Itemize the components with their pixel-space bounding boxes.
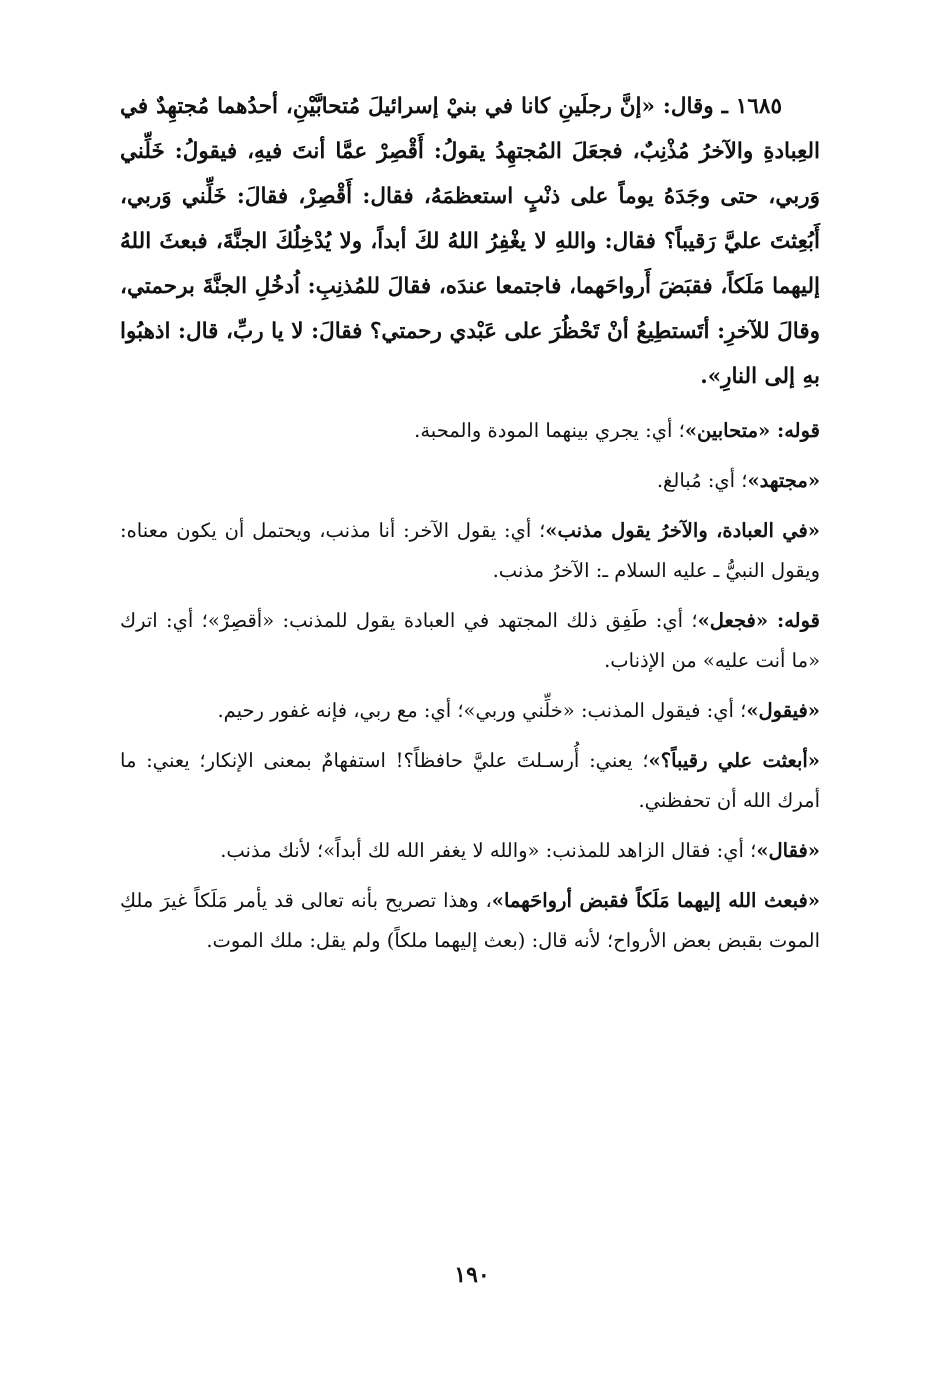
note-quote: قوله: «متحابين»: [684, 419, 820, 442]
note-quote: «فيقول»: [746, 699, 820, 722]
note-quote: «أبعثت علي رقيباً؟»: [648, 749, 820, 772]
note-quote: «في العبادة، والآخرُ يقول مذنب»: [545, 519, 820, 542]
note-text: ؛ يعني: أُرسـلتَ عليَّ حافظاً؟! استفهامٌ بمعنى الإنكار؛ يعني: ما أمرك الله أن تحفظني.: [120, 749, 820, 812]
note-6: [120, 741, 820, 821]
commentary: [120, 411, 820, 961]
page-number: ١٩٠: [454, 1262, 490, 1288]
note-text: ؛ أي: يقول الآخر: أنا مذنب، ويحتمل أن يكون معناه: ويقول النبيُّ ـ عليه السلام ـ: الآخرُ مذنب.: [120, 519, 820, 582]
note-8: [120, 881, 820, 961]
note-7: [120, 831, 820, 871]
page-body: [120, 84, 820, 971]
note-3: [120, 511, 820, 591]
note-text: ؛ أي: مُبالغ.: [656, 469, 748, 492]
note-4: [120, 601, 820, 681]
note-quote: «مجتهد»: [747, 469, 820, 492]
note-quote: «فبعث الله إليهما مَلَكاً فقبض أرواحَهما»: [491, 889, 820, 912]
note-text: ؛ أي: فقال الزاهد للمذنب: «والله لا يغفر الله لك أبداً»؛ لأنك مذنب.: [220, 839, 757, 862]
note-text: ؛ أي: يجري بينهما المودة والمحبة.: [414, 419, 685, 442]
note-1: [120, 411, 820, 451]
note-text: ؛ أي: طَفِق ذلك المجتهد في العبادة يقول للمذنب: «أقصِرْ»؛ أي: اترك «ما أنت عليه» من الإذناب.: [120, 609, 820, 672]
note-text: ؛ أي: فيقول المذنب: «خلِّني وربي»؛ أي: مع ربي، فإنه غفور رحيم.: [217, 699, 747, 722]
note-text: ، وهذا تصريح بأنه تعالى قد يأمر مَلَكاً غيرَ ملكِ الموت بقبض بعض الأرواح؛ لأنه قال: (بعث إليهما ملكاً) ولم يقل: ملك الموت.: [120, 889, 820, 952]
note-quote: قوله: «فجعل»: [697, 609, 820, 632]
note-2: [120, 461, 820, 501]
hadith-text: ١٦٨٥ ـ وقال: «إنَّ رجلَينِ كانا في بنيْ إسرائيلَ مُتحابَّيْنِ، أحدُهما مُجتهِدٌ في العِبادةِ والآخرُ مُذْنِبٌ، فجعَلَ المُجتهِدُ يقولُ: أَقْصِرْ عمَّا أنتَ فيهِ، فيقولُ: خَلِّني وَربي، حتى وجَدَهُ يوماً على ذنْبٍ استعظمَهُ، فقال: أَقْصِرْ، فقالَ: خَلِّني وَربي، أَبُعِثتَ عليَّ رَقيباً؟ فقال: واللهِ لا يغْفِرُ اللهُ لكَ أبداً، ولا يُدْخِلُكَ الجنَّةَ، فبعثَ اللهُ إليهما مَلَكاً، فقبَضَ أَرواحَهما، فاجتمعا عندَه، فقالَ للمُذنِبِ: اُدخُلِ الجنَّةَ برحمتي، وقالَ للآخرِ: أتَستطِيعُ أنْ تَحْظُرَ على عَبْدي رحمتي؟ فقالَ: لا يا ربِّ، قال: اذهبُوا بهِ إلى النارِ».: [120, 94, 820, 389]
note-quote: «فقال»: [756, 839, 820, 862]
note-5: [120, 691, 820, 731]
